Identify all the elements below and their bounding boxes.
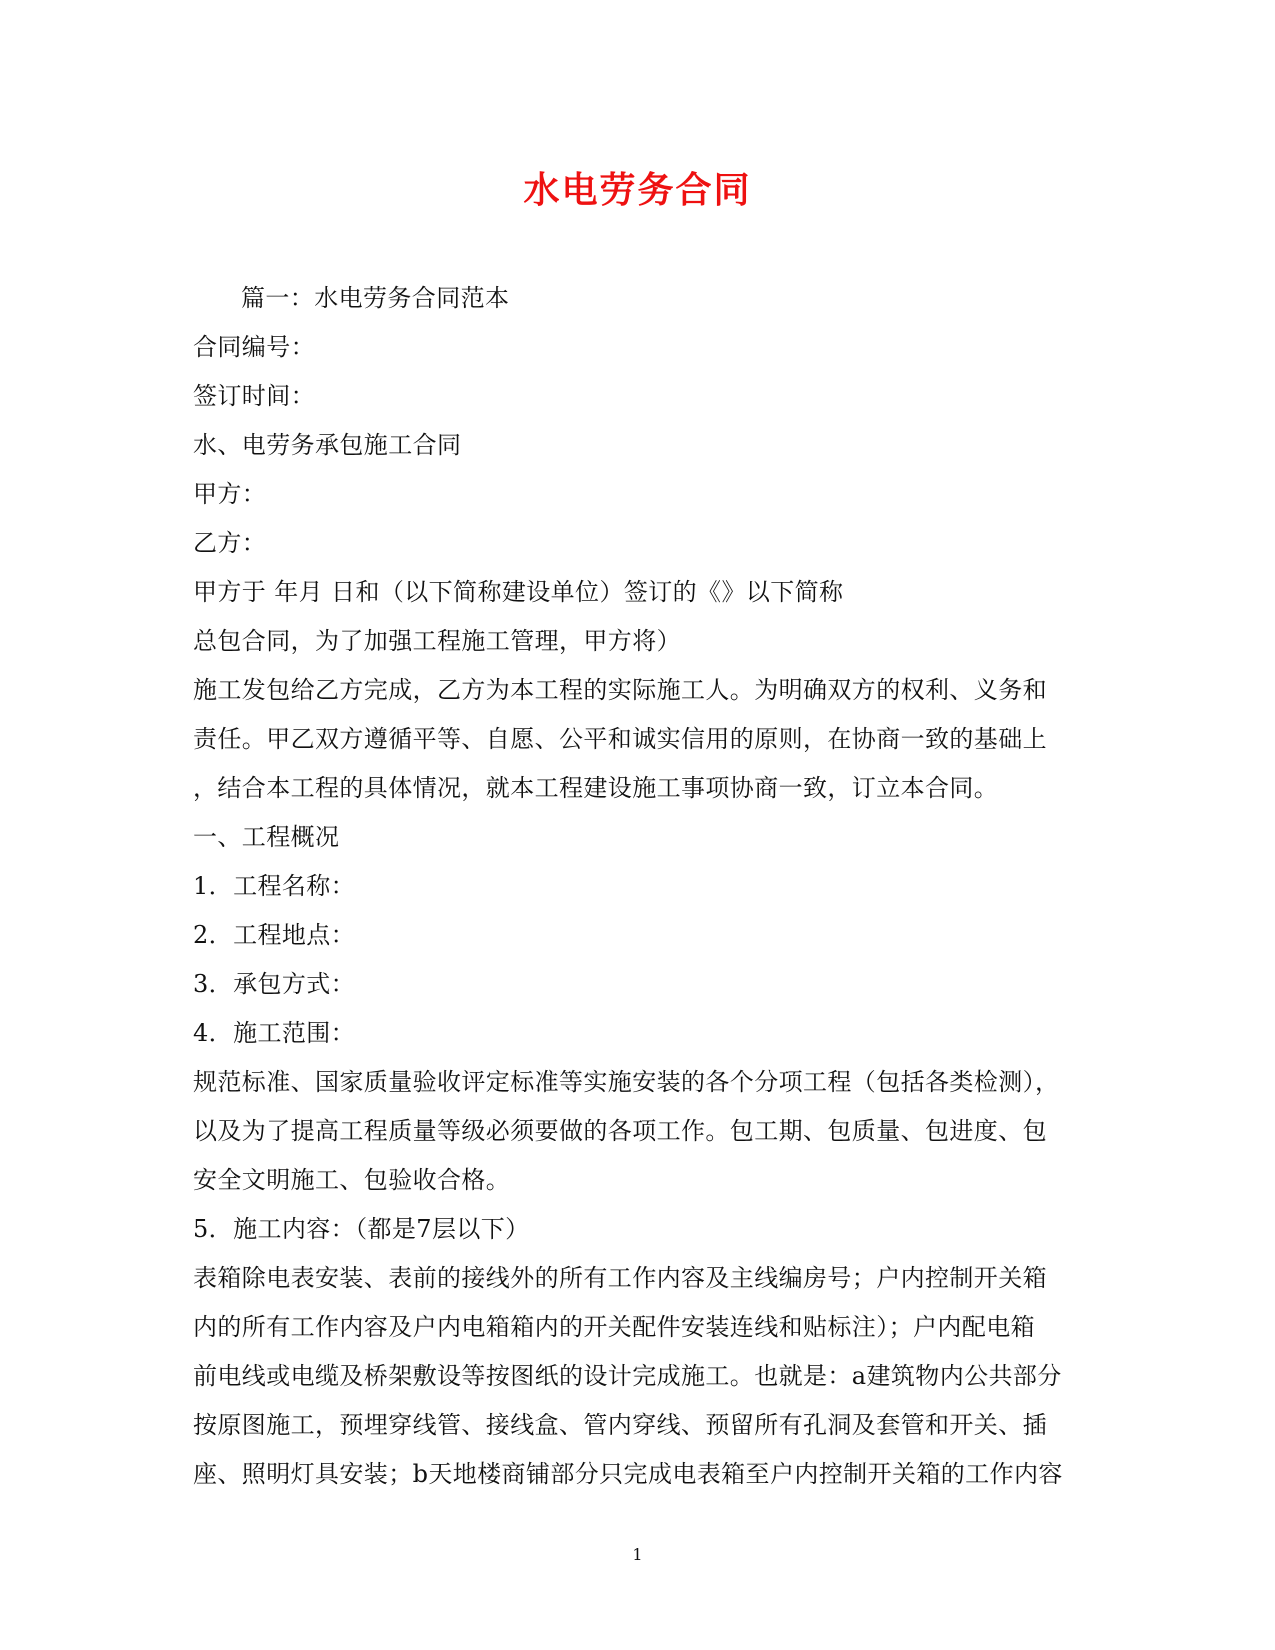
paragraph-line: 安全文明施工、包验收合格。 [193, 1166, 511, 1194]
paragraph-line: 责任。甲乙双方遵循平等、自愿、公平和诚实信用的原则，在协商一致的基础上 [193, 725, 1047, 753]
contract-subtitle: 水、电劳务承包施工合同 [193, 431, 462, 459]
list-item: 5．施工内容：（都是7层以下） [193, 1215, 530, 1243]
signing-date-line: 签订时间： [193, 382, 315, 410]
paragraph-line: 前电线或电缆及桥架敷设等按图纸的设计完成施工。也就是：a建筑物内公共部分 [193, 1362, 1062, 1390]
paragraph-line: 甲方于 年月 日和（以下简称建设单位）签订的《》以下简称 [193, 578, 844, 606]
paragraph-line: 内的所有工作内容及户内电箱箱内的开关配件安装连线和贴标注）；户内配电箱 [193, 1313, 1035, 1341]
paragraph-line: 总包合同，为了加强工程施工管理，甲方将） [193, 627, 681, 655]
paragraph-line: 座、照明灯具安装；b天地楼商铺部分只完成电表箱至户内控制开关箱的工作内容 [193, 1460, 1063, 1488]
document-title: 水电劳务合同 [523, 169, 752, 211]
list-item: 4．施工范围： [193, 1019, 356, 1047]
page-number: 1 [632, 1545, 643, 1564]
section-heading: 一、工程概况 [193, 823, 340, 851]
contract-number-line: 合同编号： [193, 333, 315, 361]
paragraph-line: 施工发包给乙方完成，乙方为本工程的实际施工人。为明确双方的权利、义务和 [193, 676, 1047, 704]
list-item: 1．工程名称： [193, 872, 356, 900]
list-item: 3．承包方式： [193, 970, 356, 998]
paragraph-line: 表箱除电表安装、表前的接线外的所有工作内容及主线编房号；户内控制开关箱 [193, 1264, 1047, 1292]
paragraph-line: 按原图施工，预埋穿线管、接线盒、管内穿线、预留所有孔洞及套管和开关、插 [193, 1411, 1047, 1439]
party-b-line: 乙方： [193, 529, 267, 557]
document-body [193, 274, 1083, 1499]
paragraph-line: 规范标准、国家质量验收评定标准等实施安装的各个分项工程（包括各类检测）， [193, 1068, 1060, 1096]
party-a-line: 甲方： [193, 480, 267, 508]
section-heading: 篇一：水电劳务合同范本 [241, 284, 510, 312]
list-item: 2．工程地点： [193, 921, 356, 949]
paragraph-line: ，结合本工程的具体情况，就本工程建设施工事项协商一致，订立本合同。 [193, 774, 999, 802]
paragraph-line: 以及为了提高工程质量等级必须要做的各项工作。包工期、包质量、包进度、包 [193, 1117, 1047, 1145]
